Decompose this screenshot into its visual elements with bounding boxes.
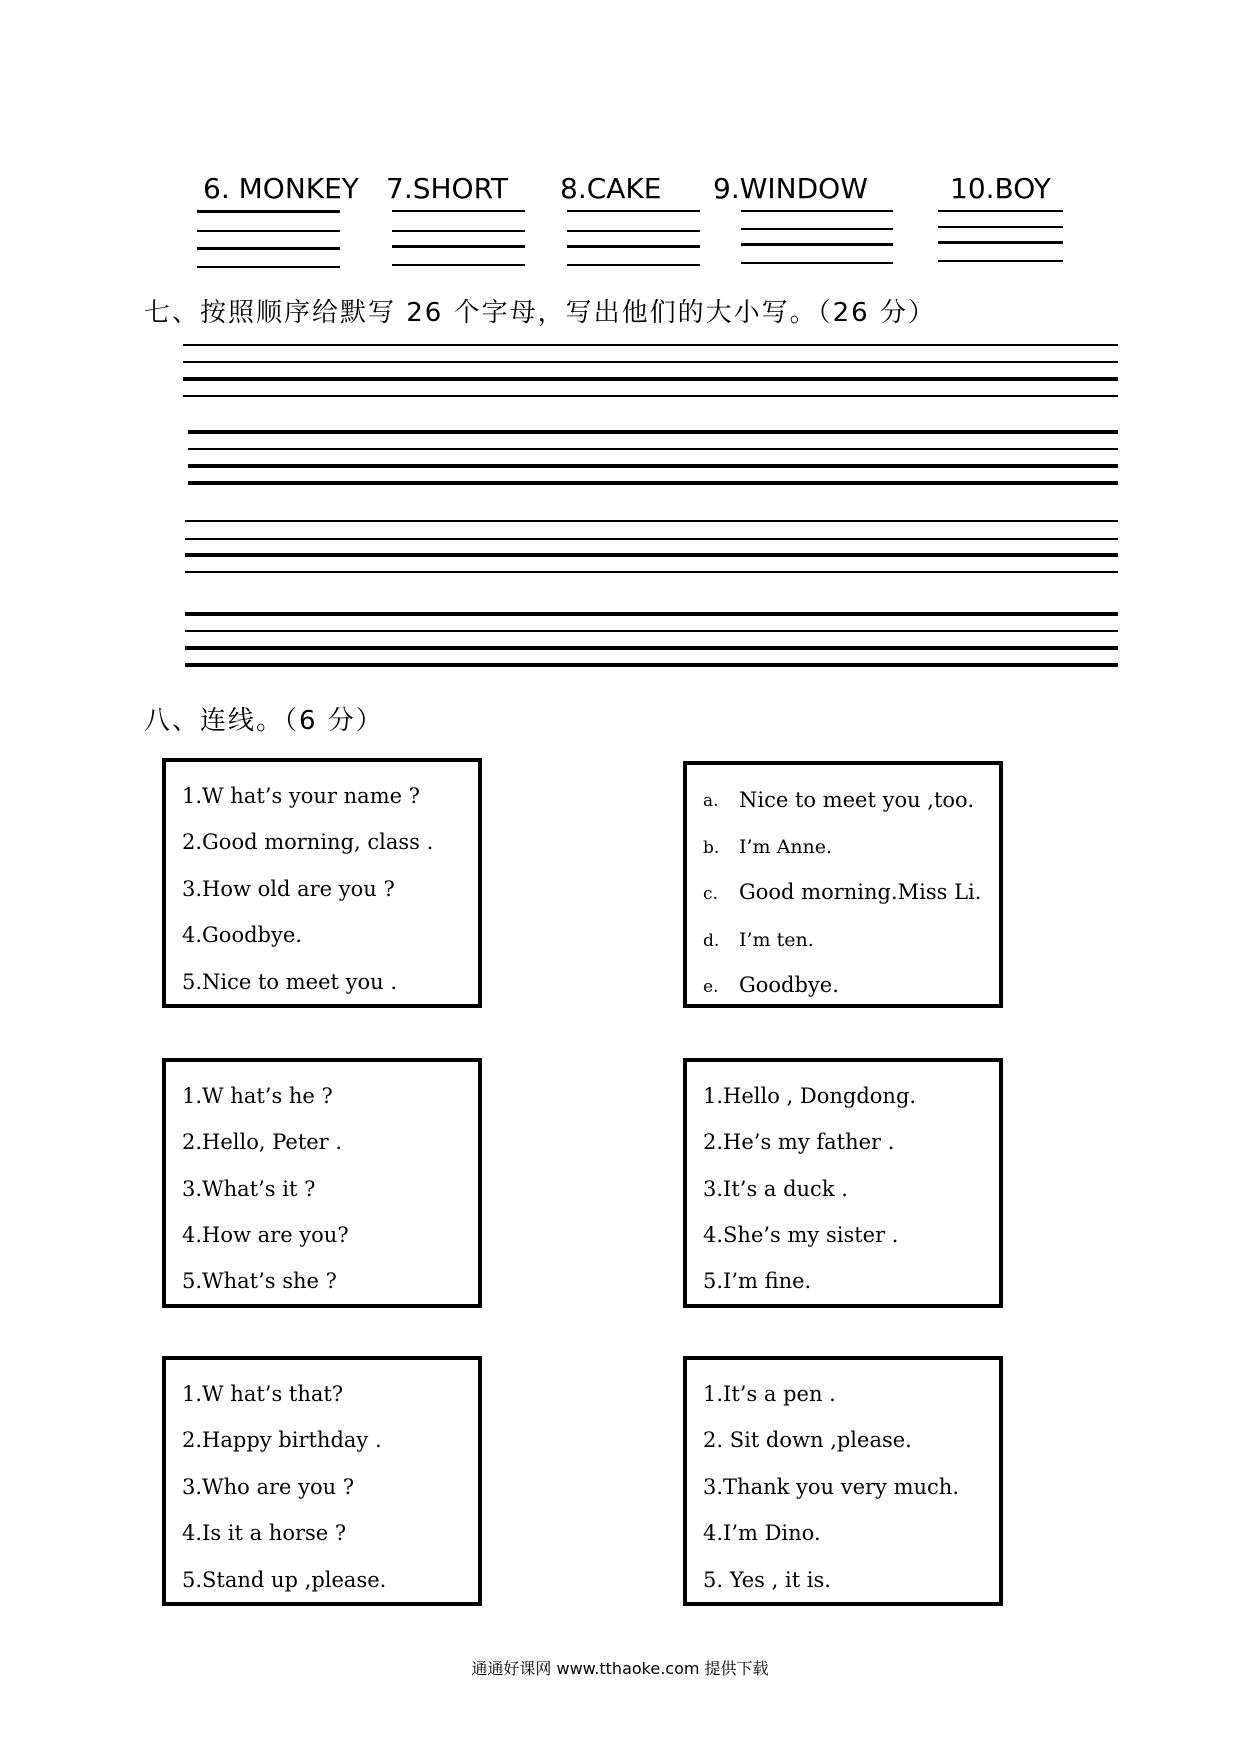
matching-box-questions-1	[162, 758, 482, 1008]
box2-answer-d: I’m ten.	[739, 929, 814, 951]
box5-item-1: 1.W hat’s that?	[182, 1382, 344, 1406]
word-8: 8.CAKE	[560, 172, 662, 205]
footer-text: 通通好课网 www.tthaoke.com 提供下载	[471, 1659, 769, 1678]
box5-item-3: 3.Who are you ?	[182, 1475, 355, 1499]
box2-letter-a: a.	[703, 791, 719, 811]
box6-item-5: 5. Yes , it is.	[703, 1568, 831, 1592]
box6-item-1: 1.It’s a pen .	[703, 1382, 836, 1406]
matching-box-questions-3	[162, 1356, 482, 1606]
box1-item-5: 5.Nice to meet you .	[182, 970, 398, 994]
box4-item-5: 5.I’m fine.	[703, 1269, 812, 1293]
box5-item-2: 2.Happy birthday .	[182, 1428, 382, 1452]
box6-item-4: 4.I’m Dino.	[703, 1521, 821, 1545]
box5-item-5: 5.Stand up ,please.	[182, 1568, 387, 1592]
box6-item-3: 3.Thank you very much.	[703, 1475, 959, 1499]
box1-item-3: 3.How old are you ?	[182, 877, 395, 901]
box3-item-4: 4.How are you?	[182, 1223, 349, 1247]
word-10: 10.BOY	[950, 172, 1051, 205]
box5-item-4: 4.Is it a horse ?	[182, 1521, 347, 1545]
box3-item-5: 5.What’s she ?	[182, 1269, 337, 1293]
box2-answer-b: I’m Anne.	[739, 836, 833, 858]
box2-answer-c: Good morning.Miss Li.	[739, 880, 982, 904]
box3-item-2: 2.Hello, Peter .	[182, 1130, 343, 1154]
box4-item-3: 3.It’s a duck .	[703, 1177, 848, 1201]
section-8-heading: 八、连线。（6 分）	[144, 706, 384, 736]
box1-item-1: 1.W hat’s your name ?	[182, 784, 420, 808]
box4-item-4: 4.She’s my sister .	[703, 1223, 899, 1247]
box3-item-1: 1.W hat’s he ?	[182, 1084, 333, 1108]
box4-item-2: 2.He’s my father .	[703, 1130, 895, 1154]
box2-answer-a: Nice to meet you ,too.	[739, 788, 975, 812]
box4-item-1: 1.Hello , Dongdong.	[703, 1084, 917, 1108]
word-9: 9.WINDOW	[713, 172, 868, 205]
box1-item-4: 4.Goodbye.	[182, 923, 302, 947]
box6-item-2: 2. Sit down ,please.	[703, 1428, 912, 1452]
box2-answer-e: Goodbye.	[739, 973, 839, 997]
matching-box-questions-2	[162, 1058, 482, 1308]
matching-box-answers-3	[683, 1356, 1003, 1606]
box2-letter-c: c.	[703, 884, 718, 904]
box3-item-3: 3.What’s it ?	[182, 1177, 316, 1201]
word-6: 6. MONKEY	[203, 172, 359, 205]
box2-letter-d: d.	[703, 931, 720, 951]
box1-item-2: 2.Good morning, class .	[182, 830, 434, 854]
section-7-heading: 七、按照顺序给默写 26 个字母，写出他们的大小写。（26 分）	[144, 298, 936, 328]
box2-letter-e: e.	[703, 977, 719, 997]
matching-box-answers-1	[683, 761, 1003, 1008]
box2-letter-b: b.	[703, 838, 720, 858]
word-7: 7.SHORT	[386, 172, 509, 205]
matching-box-answers-2	[683, 1058, 1003, 1308]
